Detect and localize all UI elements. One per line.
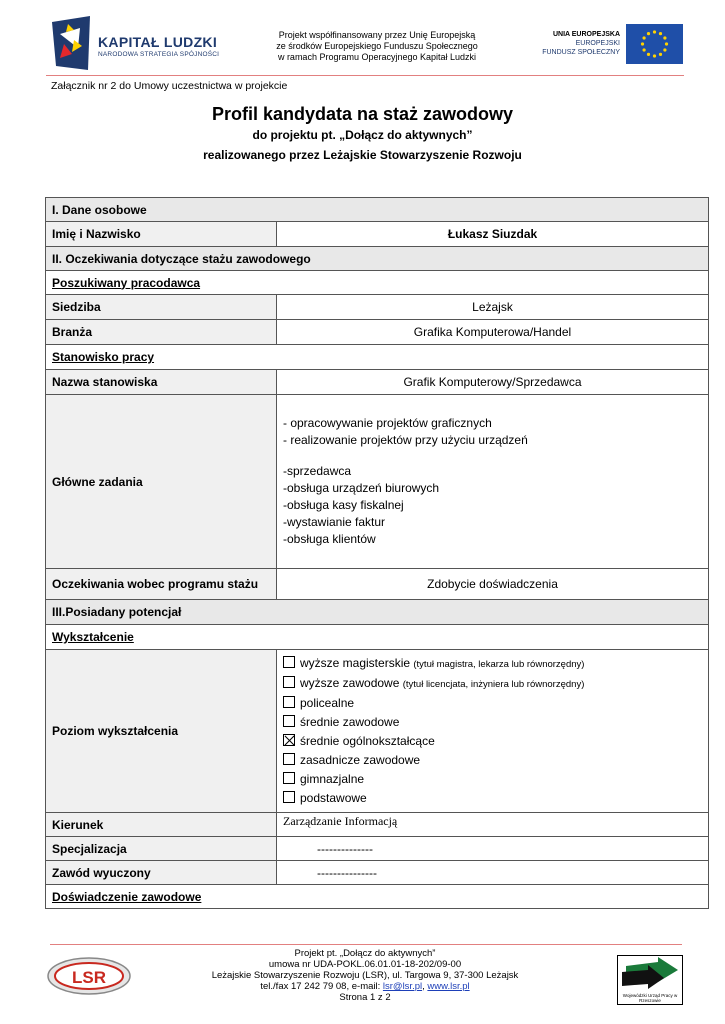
branch-value: Grafika Komputerowa/Handel [277, 320, 709, 345]
position-value: Grafik Komputerowy/Sprzedawca [277, 370, 709, 395]
wup-logo [617, 955, 683, 1005]
checkbox-icon[interactable] [283, 715, 295, 727]
employer-heading: Poszukiwany pracodawca [46, 271, 709, 295]
eu-flag-icon [626, 24, 683, 64]
education-heading: Wykształcenie [46, 625, 709, 650]
checkbox-icon[interactable] [283, 676, 295, 688]
lsr-logo [46, 955, 132, 997]
education-option[interactable]: wyższe zawodowe (tytuł licencjata, inżyniera lub równorzędny) [283, 674, 702, 694]
education-option[interactable]: zasadnicze zawodowe [283, 751, 702, 770]
experience-heading: Doświadczenie zawodowe [46, 885, 709, 909]
footer-divider [50, 944, 682, 945]
checkbox-icon[interactable] [283, 696, 295, 708]
wup-arrows-icon [618, 956, 682, 992]
website-link[interactable]: www.lsr.pl [427, 981, 470, 992]
cofinancing-line: Projekt współfinansowany przez Unię Europejską [278, 30, 476, 40]
wup-logo-text: Wojewódzki Urząd Pracy w Rzeszowie [622, 993, 678, 1003]
task-item: - realizowanie projektów przy użyciu urządzeń [283, 433, 528, 447]
task-item: -obsługa kasy fiskalnej [283, 498, 404, 512]
checked-checkbox-icon[interactable] [283, 734, 295, 746]
tasks-list [277, 395, 709, 569]
page-number: Strona 1 z 2 [339, 992, 391, 1003]
profession-label: Zawód wyuczony [46, 861, 277, 885]
lsr-logo-text: LSR [72, 968, 106, 987]
document-subtitle: do projektu pt. „Dołącz do aktywnych” [252, 128, 473, 142]
expectations-value: Zdobycie doświadczenia [277, 569, 709, 600]
education-option[interactable]: gimnazjalne [283, 770, 702, 789]
cofinancing-line: ze środków Europejskiego Funduszu Społecznego [276, 41, 478, 51]
name-value: Łukasz Siuzdak [277, 222, 709, 247]
major-value: Zarządzanie Informacją [277, 813, 709, 837]
document-title: Profil kandydata na staż zawodowy [211, 104, 514, 124]
kapital-ludzki-subtitle: NARODOWA STRATEGIA SPÓJNOŚCI [98, 51, 220, 58]
name-label: Imię i Nazwisko [46, 222, 277, 247]
education-level-label: Poziom wykształcenia [46, 650, 277, 813]
task-item: -sprzedawca [283, 464, 352, 478]
email-link[interactable]: lsr@lsr.pl [382, 981, 423, 992]
footer-address: Leżajskie Stowarzyszenie Rozwoju (LSR), ul. Targowa 9, 37-300 Leżajsk [211, 970, 519, 981]
footer-contract: umowa nr UDA-POKL.06.01.01-18-202/09-00 [268, 959, 462, 970]
annex-note: Załącznik nr 2 do Umowy uczestnictwa w projekcie [51, 80, 288, 92]
branch-label: Branża [46, 320, 277, 345]
expectations-label: Oczekiwania wobec programu stażu [46, 569, 277, 600]
cofinancing-line: w ramach Programu Operacyjnego Kapitał Ludzki [277, 52, 477, 62]
education-option[interactable]: podstawowe [283, 789, 702, 808]
specialization-label: Specjalizacja [46, 837, 277, 861]
education-option[interactable]: wyższe magisterskie (tytuł magistra, lekarza lub równorzędny) [283, 654, 702, 674]
major-label: Kierunek [46, 813, 277, 837]
task-item: -wystawianie faktur [283, 515, 386, 529]
position-label: Nazwa stanowiska [46, 370, 277, 395]
task-item: -obsługa urządzeń biurowych [283, 481, 440, 495]
candidate-profile-form [45, 197, 709, 909]
document-organizer: realizowanego przez Leżajskie Stowarzyszenie Rozwoju [203, 148, 522, 162]
task-item: -obsługa klientów [283, 532, 376, 546]
checkbox-icon[interactable] [283, 656, 295, 668]
education-option[interactable]: średnie zawodowe [283, 713, 702, 732]
task-item: - opracowywanie projektów graficznych [283, 416, 492, 430]
education-option[interactable]: średnie ogólnokształcące [283, 732, 702, 751]
profession-value: --------------- [277, 861, 709, 885]
kapital-ludzki-title: KAPITAŁ LUDZKI [98, 34, 218, 50]
page-footer [180, 948, 550, 1003]
footer-project: Projekt pt. „Dołącz do aktywnych” [294, 948, 436, 959]
header-divider [46, 75, 684, 76]
eu-label-line: EUROPEJSKI [575, 40, 620, 47]
section-internship-expectations: II. Oczekiwania dotyczące stażu zawodowego [46, 247, 709, 271]
page-header [0, 0, 725, 78]
checkbox-icon[interactable] [283, 772, 295, 784]
eu-fund-label [520, 30, 620, 57]
checkbox-icon[interactable] [283, 753, 295, 765]
cofinancing-note [232, 30, 522, 63]
education-option[interactable]: policealne [283, 694, 702, 713]
eu-label-line: FUNDUSZ SPOŁECZNY [542, 49, 620, 56]
section-personal-data: I. Dane osobowe [46, 198, 709, 222]
checkbox-icon[interactable] [283, 791, 295, 803]
footer-contact: tel./fax 17 242 79 08, e-mail: lsr@lsr.pl, www.lsr.pl [260, 981, 470, 992]
eu-label-line: UNIA EUROPEJSKA [552, 31, 620, 38]
position-heading: Stanowisko pracy [46, 345, 709, 370]
section-potential: III.Posiadany potencjał [46, 600, 709, 625]
seat-value: Leżajsk [277, 295, 709, 320]
education-level-options [277, 650, 709, 813]
seat-label: Siedziba [46, 295, 277, 320]
tasks-label: Główne zadania [46, 395, 277, 569]
specialization-value: -------------- [277, 837, 709, 861]
